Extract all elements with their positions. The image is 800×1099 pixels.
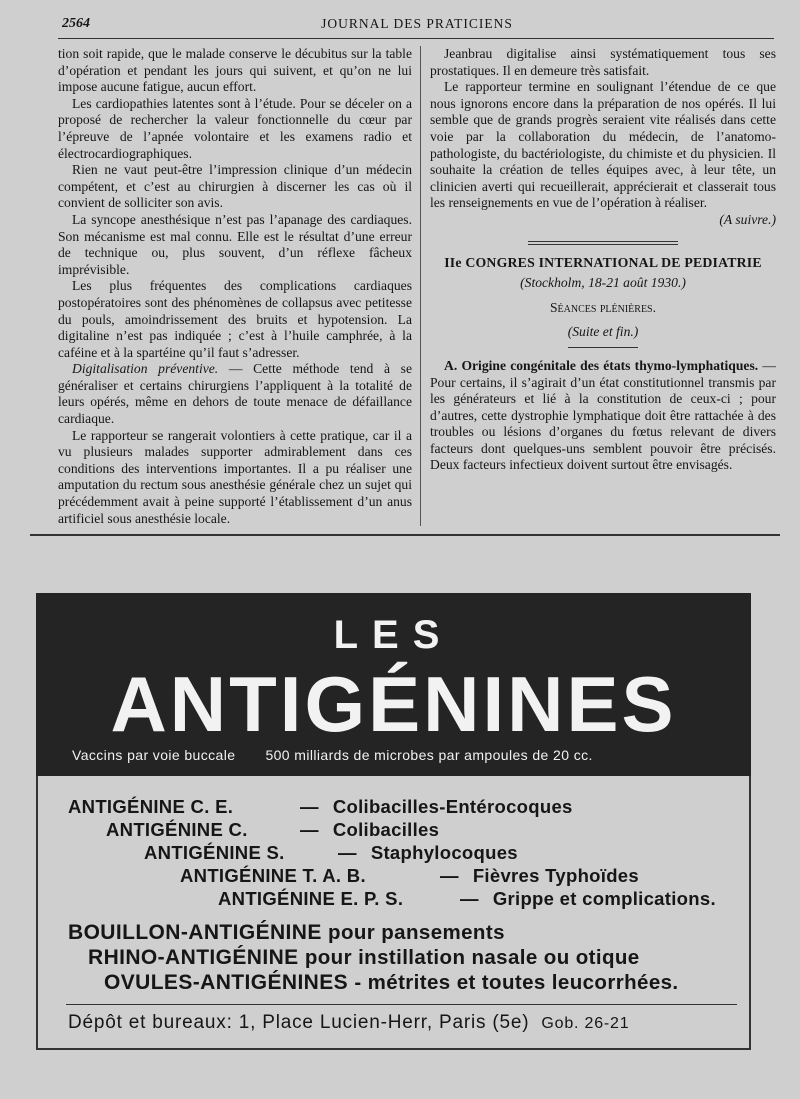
section-separator xyxy=(528,241,678,245)
paragraph xyxy=(58,361,412,427)
product-name: ANTIGÉNINE S. xyxy=(144,842,285,863)
paragraph: Les cardiopathies latentes sont à l’étude. Pour se déceler on a proposé de rechercher la valeur fonctionnelle du cœur par l’épreuve de l’apnée volontaire et les examens radio et électrocardiographiques. xyxy=(58,95,412,161)
paragraph-heading: Digitalisation préventive. xyxy=(72,361,219,377)
product-line: ANTIGÉNINE C. — Colibacilles xyxy=(106,819,440,840)
column-divider xyxy=(420,46,421,526)
special-product-desc: - métrites et toutes leucorrhées. xyxy=(354,971,679,994)
ad-subtitle-right: 500 milliards de microbes par ampoules de 20 cc. xyxy=(265,747,593,763)
product-desc: Colibacilles xyxy=(332,819,440,840)
product-desc: Fièvres Typhoïdes xyxy=(472,865,639,886)
special-product-name: RHINO-ANTIGÉNINE xyxy=(88,946,299,969)
product-desc: Grippe et complications. xyxy=(492,888,716,909)
special-product-line xyxy=(104,971,679,995)
product-line: ANTIGÉNINE E. P. S. — Grippe et complications. xyxy=(218,888,716,909)
paragraph xyxy=(430,358,776,474)
congress-place: (Stockholm, 18-21 août 1930.) xyxy=(520,275,686,291)
header-rule xyxy=(58,38,774,39)
ad-les: LES xyxy=(333,613,454,657)
congress-title: IIe CONGRES INTERNATIONAL DE PEDIATRIE xyxy=(444,254,762,270)
paragraph: La syncope anesthésique n’est pas l’apanage des cardiaques. Son mécanisme est mal connu. Elle est le résultat d’une erreur de technique ou, plus souvent, d’un réflexe fâcheux imprévisible. xyxy=(58,211,412,277)
ad-subtitle xyxy=(72,747,741,763)
product-name: ANTIGÉNINE C. xyxy=(106,819,248,840)
special-product-desc: pour pansements xyxy=(328,921,505,944)
section-rule xyxy=(30,534,780,536)
special-product-desc: pour instillation nasale ou otique xyxy=(304,946,640,969)
special-product-line xyxy=(88,946,640,970)
product-name: ANTIGÉNINE T. A. B. xyxy=(180,865,366,886)
paragraph-text: — Cette méthode tend à se généraliser et certains chirurgiens l’appliquent à la totalité de leurs opérés, même en dehors de toute menace de défaillance cardiaque. xyxy=(58,361,412,427)
seances-heading: Séances plénières. xyxy=(549,299,657,315)
antigenines-advertisement xyxy=(36,593,751,1053)
a-suivre-note: (A suivre.) xyxy=(719,211,776,227)
ad-product-box xyxy=(36,776,751,1050)
paragraph: Le rapporteur termine en soulignant l’étendue de ce que nous ignorons encore dans la préparation de nos opérés. Il lui semble que de grands progrès seraient vite réalisés dans cette voie par la collaboration du médecin, de l’anatomo-pathologiste, du bactériologiste, du chimiste et du physicien. Il souhaite la création de telles équipes avec, à leur tête, un clinicien averti qui recueillerait, apprécierait et classerait tous les renseignements en vue de l’opération à réaliser. xyxy=(430,79,776,211)
product-name: ANTIGÉNINE E. P. S. xyxy=(218,888,404,909)
product-line: ANTIGÉNINE C. E. — Colibacilles-Entérocoques xyxy=(68,796,573,817)
depot-phone: Gob. 26-21 xyxy=(541,1015,630,1032)
paragraph: Le rapporteur se rangerait volontiers à cette pratique, car il a vu plusieurs malades supporter admirablement dans ces conditions des interventions importantes. Il a pu réaliser une amputation du rectum sous anesthésie générale chez un sujet qui précédemment avait à peine supporté l’établissement d’un anus artificiel sous anesthésie locale. xyxy=(58,427,412,526)
paragraph: tion soit rapide, que le malade conserve le décubitus sur la table d’opération et pendant les jours qui suivent, et qu’on ne lui impose aucune fatigue, aucun effort. xyxy=(58,46,412,95)
paragraph: Les plus fréquentes des complications cardiaques postopératoires sont des phénomènes de collapsus avec petitesse du pouls, amoindrissement des bruits et hypotension. La digitaline n’est pas indiquée ; c’est à l’huile camphrée, à la caféine et à la spartéine qu’il faut s’adresser. xyxy=(58,278,412,360)
special-product-line xyxy=(68,921,505,945)
special-product-name: BOUILLON-ANTIGÉNINE xyxy=(68,921,322,944)
paragraph-text: — Pour certains, il s’agirait d’un état constitutionnel transmis par les générateurs et lié à la constitution de ceux-ci ; pour d’autres, cette dystrophie lymphatique doit être rattachée à des troubles ou lésions d’organes du fœtus relevant de divers facteurs dont quelques-uns semblent pouvoir être précisés. Deux facteurs infectieux doivent surtout être envisagés. xyxy=(430,357,776,473)
paragraph-heading: A. Origine congénitale des états thymo-lymphatiques. xyxy=(444,357,759,373)
ad-subtitle-left: Vaccins par voie buccale xyxy=(72,747,236,763)
page-number: 2564 xyxy=(62,16,90,31)
paragraph: Jeanbrau digitalise ainsi systématiquement tous ses prostatiques. Il en demeure très satisfait. xyxy=(430,46,776,78)
right-column xyxy=(430,46,776,474)
depot-text: Dépôt et bureaux: 1, Place Lucien-Herr, Paris (5e) xyxy=(68,1012,530,1033)
product-desc: Staphylocoques xyxy=(370,842,518,863)
product-line: ANTIGÉNINE S. — Staphylocoques xyxy=(144,842,518,863)
ad-divider xyxy=(66,1004,737,1005)
product-desc: Colibacilles-Entérocoques xyxy=(332,796,573,817)
short-separator xyxy=(568,347,638,348)
special-product-name: OVULES-ANTIGÉNINES xyxy=(104,971,349,994)
product-name: ANTIGÉNINE C. E. xyxy=(68,796,234,817)
ad-banner xyxy=(36,593,751,776)
paragraph: Rien ne vaut peut-être l’impression clinique d’un médecin compétent, et c’est au chirurgien à discerner les cas où il convient de solliciter son avis. xyxy=(58,162,412,211)
left-column xyxy=(58,46,412,527)
suite-note: (Suite et fin.) xyxy=(567,324,639,340)
page-header xyxy=(62,14,772,36)
depot-address xyxy=(68,1012,629,1034)
product-line: ANTIGÉNINE T. A. B. — Fièvres Typhoïdes xyxy=(180,865,639,886)
journal-title: JOURNAL DES PRATICIENS xyxy=(321,16,513,31)
ad-title: ANTIGÉNINES xyxy=(110,660,677,748)
